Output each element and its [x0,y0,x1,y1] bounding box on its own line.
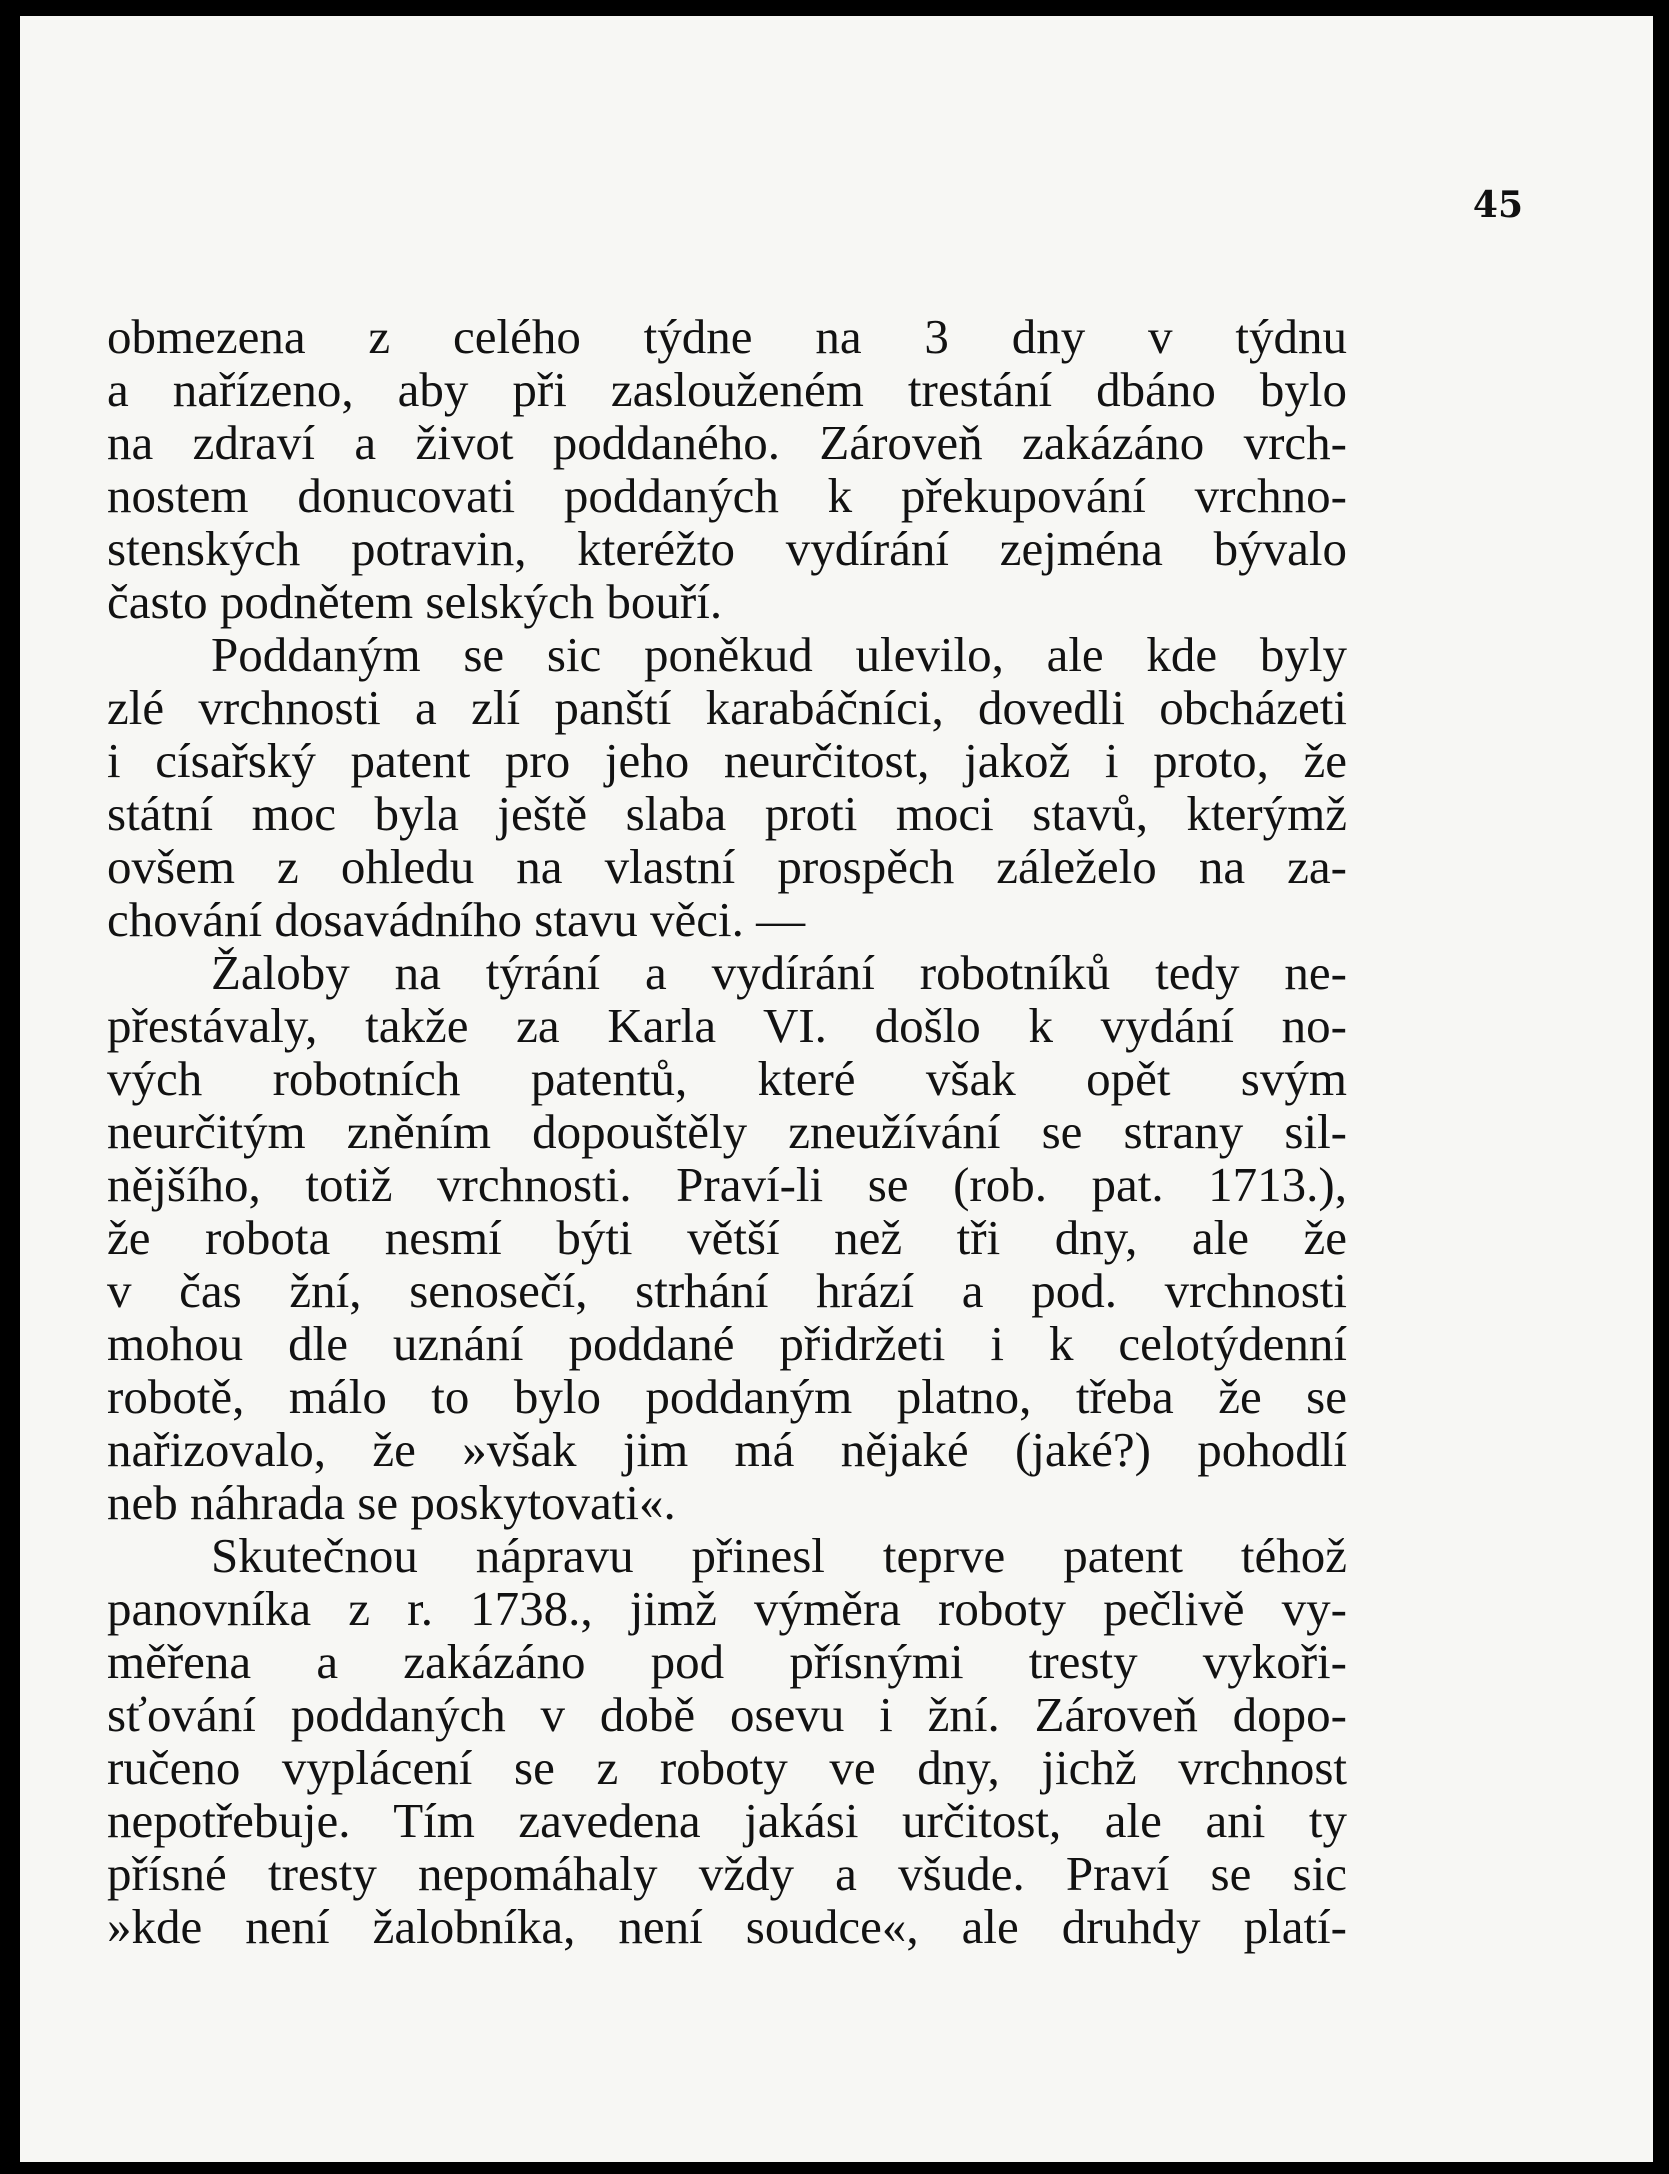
text-line: přísné tresty nepomáhaly vždy a všude. Praví se sic [107,1846,1347,1901]
text-line: na zdraví a život poddaného. Zároveň zakázáno vrch- [107,415,1347,470]
text-line: »kde není žalobníka, není soudce«, ale druhdy platí- [107,1899,1347,1954]
text-line: Žaloby na týrání a vydírání robotníků tedy ne- [211,945,1347,1000]
text-line: často podnětem selských bouří. [107,574,723,629]
text-line: nostem donucovati poddaných k překupování vrchno- [107,468,1347,523]
text-line: nepotřebuje. Tím zavedena jakási určitost, ale ani ty [107,1793,1347,1848]
text-line: stenských potravin, kteréžto vydírání zejména bývalo [107,521,1347,576]
page-number: 45 [1472,184,1523,226]
text-line: obmezena z celého týdne na 3 dny v týdnu [107,309,1347,364]
body-text [107,310,1347,1953]
scan-edge-mark [0,190,8,260]
text-line: v čas žní, senosečí, strhání hrází a pod. vrchnosti [107,1263,1347,1318]
text-line: robotě, málo to bylo poddaným platno, třeba že se [107,1369,1347,1424]
text-line: zlé vrchnosti a zlí panští karabáčníci, dovedli obcházeti [107,680,1347,735]
text-line: vých robotních patentů, které však opět svým [107,1051,1347,1106]
text-line: nařizovalo, že »však jim má nějaké (jaké?) pohodlí [107,1422,1347,1477]
scan-edge-mark [0,1140,8,1300]
scan-edge-mark [0,2090,8,2174]
text-line: ovšem z ohledu na vlastní prospěch záleželo na za- [107,839,1347,894]
text-line: i císařský patent pro jeho neurčitost, jakož i proto, že [107,733,1347,788]
text-line: přestávaly, takže za Karla VI. došlo k vydání no- [107,998,1347,1053]
text-line: panovníka z r. 1738., jimž výměra roboty pečlivě vy- [107,1581,1347,1636]
book-page [20,16,1653,2162]
text-line: chování dosavádního stavu věci. — [107,892,806,947]
text-line: mohou dle uznání poddané přidržeti i k celotýdenní [107,1316,1347,1371]
text-line: státní moc byla ještě slaba proti moci stavů, kterýmž [107,786,1347,841]
text-line: neb náhrada se poskytovati«. [107,1475,676,1530]
text-line: že robota nesmí býti větší než tři dny, ale že [107,1210,1347,1265]
text-line: sťování poddaných v době osevu i žní. Zároveň dopo- [107,1687,1347,1742]
text-line: neurčitým zněním dopouštěly zneužívání se strany sil- [107,1104,1347,1159]
text-line: a nařízeno, aby při zaslouženém trestání dbáno bylo [107,362,1347,417]
text-line: Skutečnou nápravu přinesl teprve patent téhož [211,1528,1347,1583]
text-line: ručeno vyplácení se z roboty ve dny, jichž vrchnost [107,1740,1347,1795]
text-line: nějšího, totiž vrchnosti. Praví-li se (rob. pat. 1713.), [107,1157,1347,1212]
text-line: měřena a zakázáno pod přísnými tresty vykoři- [107,1634,1347,1689]
text-line: Poddaným se sic poněkud ulevilo, ale kde byly [211,627,1347,682]
